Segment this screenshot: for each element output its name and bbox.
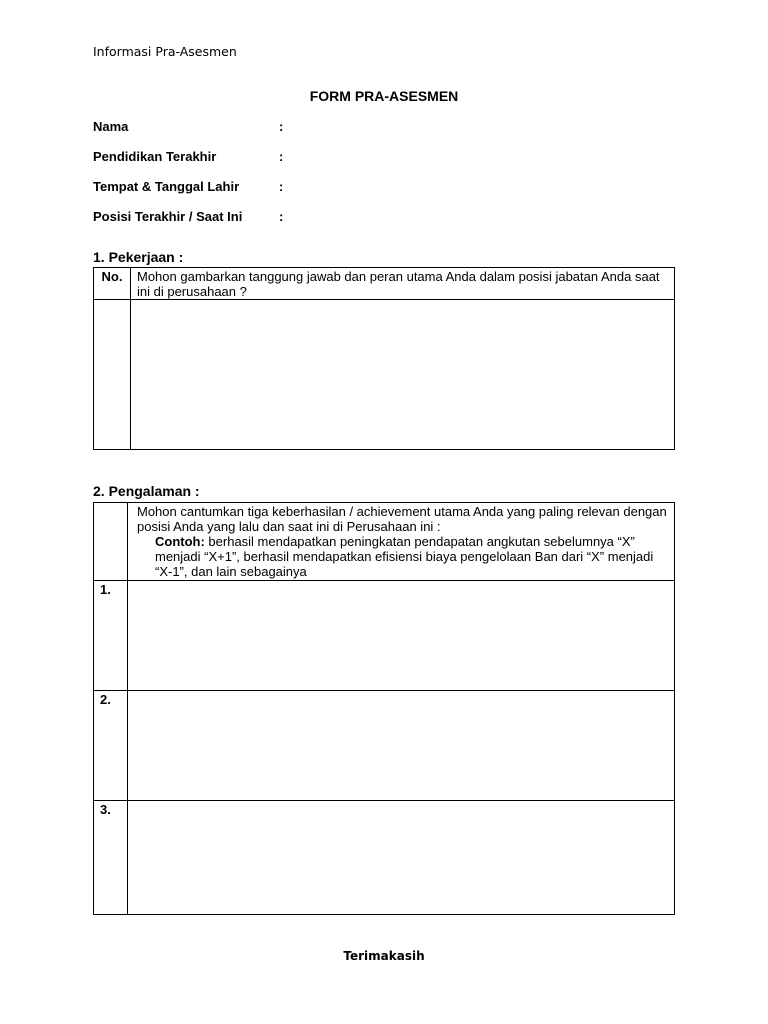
example-label: Contoh: xyxy=(155,534,205,549)
example-text: Contoh: berhasil mendapatkan peningkatan pendapatan angkutan sebelumnya “X” menjadi “X+1”, berhasil mendapatkan efisiensi biaya pengelolaan Ban dari “X” menjadi “X-1”, dan lain sebagainya xyxy=(155,534,654,579)
form-title: FORM PRA-ASESMEN xyxy=(309,88,459,104)
col-no-header: No. xyxy=(94,268,131,300)
achievement-cell-3[interactable] xyxy=(128,801,675,915)
intro-no-cell xyxy=(94,503,128,581)
field-label-nama: Nama xyxy=(93,119,129,134)
field-colon: : xyxy=(279,119,284,134)
question-cell xyxy=(131,268,675,300)
section-pekerjaan-title: 1. Pekerjaan : xyxy=(93,249,184,265)
field-label-ttl: Tempat & Tanggal Lahir xyxy=(93,179,240,194)
field-colon: : xyxy=(279,179,284,194)
intro-text: Mohon cantumkan tiga keberhasilan / achievement utama Anda yang paling relevan dengan posisi Anda yang lalu dan saat ini di Perusahaan ini : xyxy=(137,504,667,534)
achievement-no-1: 1. xyxy=(94,581,128,691)
footer-thanks: Terimakasih xyxy=(343,949,425,963)
question-text: Mohon gambarkan tanggung jawab dan peran utama Anda dalam posisi jabatan Anda saat ini di perusahaan ? xyxy=(137,269,660,299)
achievement-no-2: 2. xyxy=(94,691,128,801)
achievement-no-3: 3. xyxy=(94,801,128,915)
field-colon: : xyxy=(279,149,284,164)
answer-no-cell xyxy=(94,300,131,450)
page-header: Informasi Pra-Asesmen xyxy=(93,44,237,59)
field-label-pendidikan: Pendidikan Terakhir xyxy=(93,149,217,164)
achievement-cell-1[interactable] xyxy=(128,581,675,691)
answer-cell[interactable] xyxy=(131,300,675,450)
section-pengalaman-title: 2. Pengalaman : xyxy=(93,483,200,499)
pekerjaan-table xyxy=(93,267,675,450)
field-colon: : xyxy=(279,209,284,224)
pengalaman-table xyxy=(93,502,675,915)
field-label-posisi: Posisi Terakhir / Saat Ini xyxy=(93,209,243,224)
intro-cell xyxy=(128,503,675,581)
achievement-cell-2[interactable] xyxy=(128,691,675,801)
